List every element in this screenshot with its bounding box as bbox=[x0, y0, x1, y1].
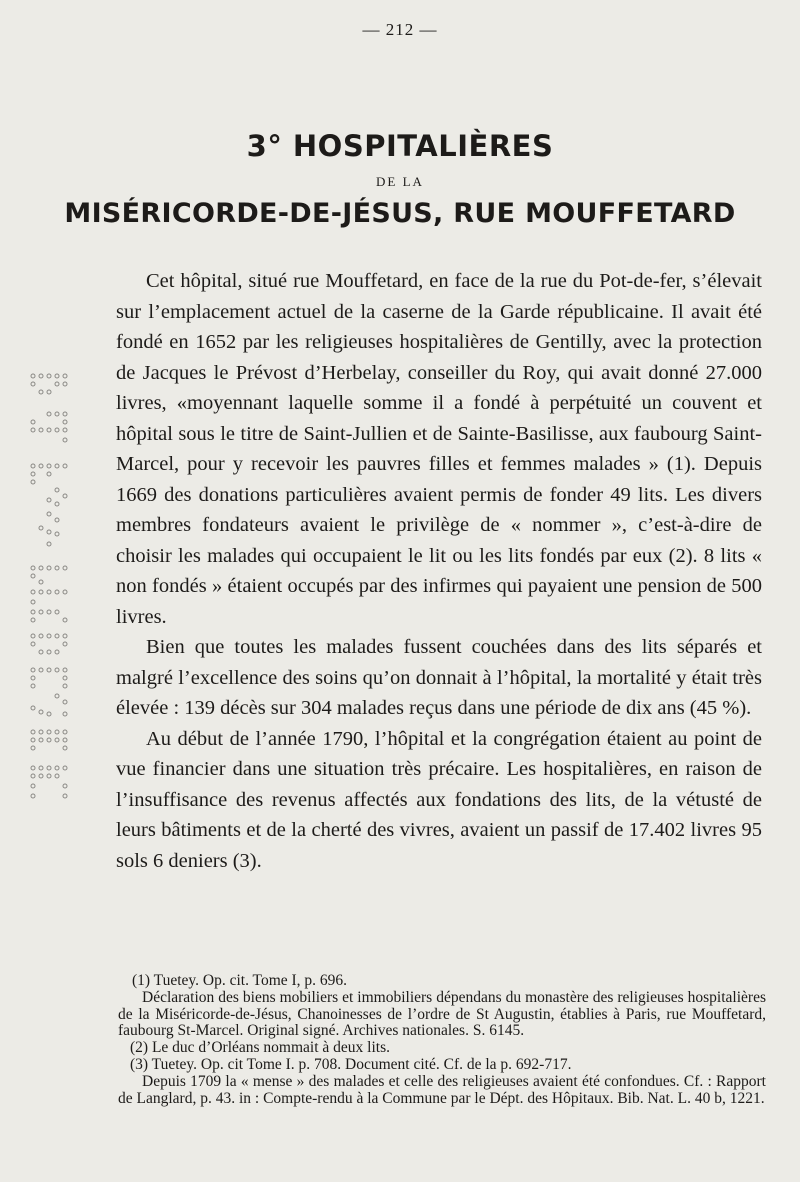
heading-connector: DE LA bbox=[376, 174, 424, 189]
chapter-heading bbox=[0, 126, 800, 236]
footnote-1-detail: Déclaration des biens mobiliers et immobiliers dépendans du monastère des religieuses hospitalières de la Miséricorde-de-Jésus, Chanoinesses de l’ordre de St Augustin, établies à Paris, rue Mouffetard, faubourg St-Marcel. Original signé. Archives nationales. S. 6145. bbox=[118, 988, 766, 1040]
perforation-marks bbox=[28, 368, 70, 808]
paragraph: Au début de l’année 1790, l’hôpital et la congrégation étaient au point de vue financier dans une situation très précaire. Les hospitalières, en raison de l’insuffisance des revenus affectés aux fondations des lits, de la vétusté de leurs bâtiments et de la cherté des vivres, avaient un passif de 17.402 livres 95 sols 6 deniers (3). bbox=[116, 727, 762, 872]
page-number: — 212 — bbox=[362, 20, 438, 39]
footnote-3: (3) Tuetey. Op. cit Tome I. p. 708. Document cité. Cf. de la p. 692-717. bbox=[130, 1055, 572, 1073]
footnotes bbox=[118, 973, 766, 1107]
paragraph: Cet hôpital, situé rue Mouffetard, en face de la rue du Pot-de-fer, s’élevait sur l’emplacement actuel de la caserne de la Garde républicaine. Il avait été fondé en 1652 par les religieuses hospitalières de Gentilly, avec la protection de Jacques le Prévost d’Herbelay, conseiller du Roy, qui avait donné 27.000 livres, «moyennant laquelle somme il a fondé à perpétuité un couvent et hôpital sous le titre de Saint-Jullien et de Sainte-Basilisse, aux faubourg Saint-Marcel, pour y recevoir les pauvres filles et femmes malades » (1). Depuis 1669 des donations particulières avaient permis de fonder 49 lits. Les divers membres fondateurs avaient le privilège de « nommer », c’est-à-dire de choisir les malades qui occupaient le lit ou les lits fondés par eux (2). 8 lits « non fondés » étaient occupés par des infirmes qui payaient une pension de 500 livres. bbox=[116, 270, 762, 628]
footnote-2: (2) Le duc d’Orléans nommait à deux lits. bbox=[130, 1039, 390, 1057]
heading-subtitle: MISÉRICORDE-DE-JÉSUS, RUE MOUFFETARD bbox=[64, 198, 736, 229]
body-text bbox=[116, 266, 762, 876]
heading-title: 3° HOSPITALIÈRES bbox=[246, 129, 554, 163]
paragraph: Bien que toutes les malades fussent couchées dans des lits séparés et malgré l’excellence des soins qu’on donnait à l’hôpital, la mortalité y était très élevée : 139 décès sur 304 malades reçus dans une période de dix ans (45 %). bbox=[116, 636, 762, 719]
footnote-3-detail: Depuis 1709 la « mense » des malades et celle des religieuses avaient été confondues. Cf. : Rapport de Langlard, p. 43. in : Compte-rendu à la Commune par le Dépt. des Hôpitaux. Bib. Nat. L. 40 b, 1221. bbox=[118, 1072, 766, 1107]
footnote-1: (1) Tuetey. Op. cit. Tome I, p. 696. bbox=[132, 972, 348, 989]
